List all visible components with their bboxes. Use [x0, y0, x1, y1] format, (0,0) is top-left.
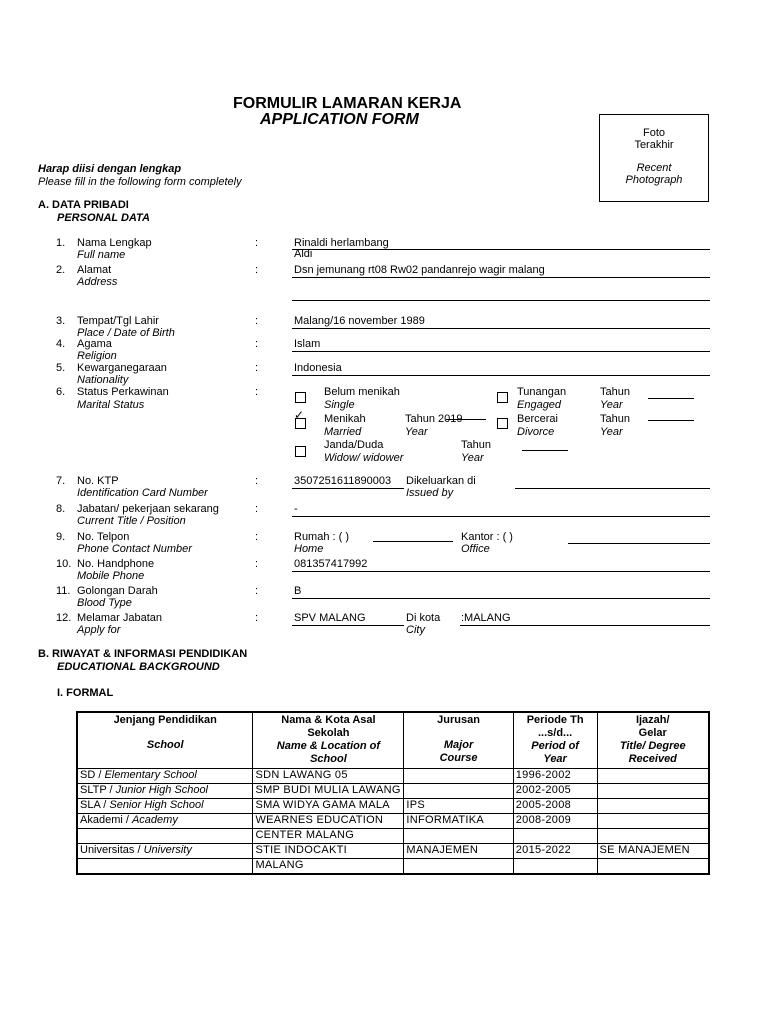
- header-major: [404, 712, 513, 769]
- divorce-checkbox[interactable]: [497, 418, 508, 429]
- underline: [292, 516, 710, 517]
- field-label-en: Full name: [77, 249, 126, 261]
- cell-school[interactable]: CENTER MALANG: [253, 829, 404, 844]
- field-label-en: Phone Contact Number: [77, 543, 192, 555]
- cell-period[interactable]: [513, 859, 597, 875]
- city-label: Di kota: [406, 612, 441, 624]
- field-label-en: Apply for: [77, 624, 121, 636]
- office-phone-input[interactable]: [568, 543, 710, 544]
- cell-level[interactable]: [77, 814, 253, 829]
- field-label-en: Mobile Phone: [77, 570, 145, 582]
- colon: :: [255, 585, 259, 597]
- header-label: Jurusan: [437, 714, 480, 726]
- form-title: FORMULIR LAMARAN KERJA: [233, 95, 462, 112]
- mobile-value[interactable]: 081357417992: [294, 558, 368, 570]
- check-mark-icon: ✓: [294, 408, 305, 422]
- separator: /: [134, 844, 144, 856]
- cell-period[interactable]: 2002-2005: [513, 784, 597, 799]
- level-label-en: Academy: [131, 814, 178, 826]
- photo-label: Terakhir: [634, 139, 674, 151]
- cell-degree[interactable]: SE MANAJEMEN: [597, 844, 709, 859]
- widow-label-en: Widow/ widower: [324, 452, 404, 464]
- issued-label-en: Issued by: [406, 487, 454, 499]
- table-row: [77, 844, 709, 859]
- field-label-en: Marital Status: [77, 399, 145, 411]
- separator: /: [122, 814, 132, 826]
- field-label-en: Current Title / Position: [77, 515, 186, 527]
- field-number: 10.: [56, 558, 72, 570]
- underline: [292, 351, 710, 352]
- header-label-en: Title/ Degree Received: [619, 740, 686, 765]
- strike-line: [446, 419, 486, 420]
- underline: [460, 625, 710, 626]
- apply-position-value[interactable]: SPV MALANG: [294, 612, 366, 624]
- colon: :: [255, 558, 259, 570]
- cell-level[interactable]: [77, 829, 253, 844]
- year-label-en: Year: [461, 452, 484, 464]
- field-label: Nama Lengkap: [77, 237, 152, 249]
- section-a-label-en: PERSONAL DATA: [57, 212, 150, 224]
- cell-level[interactable]: [77, 859, 253, 875]
- cell-degree[interactable]: [597, 784, 709, 799]
- field-label-en: Religion: [77, 350, 117, 362]
- level-label: Universitas: [80, 844, 135, 856]
- level-label-en: Junior High School: [115, 784, 209, 796]
- section-a-label: A. DATA PRIBADI: [38, 199, 129, 211]
- city-value[interactable]: :MALANG: [461, 612, 511, 624]
- cell-school[interactable]: SDN LAWANG 05: [253, 769, 404, 784]
- form-subtitle: APPLICATION FORM: [260, 111, 419, 128]
- field-label: Tempat/Tgl Lahir: [77, 315, 159, 327]
- field-label: Agama: [77, 338, 112, 350]
- year-label: Tahun: [600, 386, 630, 398]
- table-row: [77, 829, 709, 844]
- colon: :: [255, 612, 259, 624]
- cell-degree[interactable]: [597, 769, 709, 784]
- field-label: No. KTP: [77, 475, 119, 487]
- separator: /: [106, 784, 116, 796]
- birth-value[interactable]: Malang/16 november 1989: [294, 315, 425, 327]
- level-label-en: University: [143, 844, 192, 856]
- field-number: 11.: [56, 585, 71, 597]
- section-b-label: B. RIWAYAT & INFORMASI PENDIDIKAN: [38, 648, 248, 660]
- blood-type-value[interactable]: B: [294, 585, 302, 597]
- home-phone-input[interactable]: [373, 541, 453, 542]
- table-row: [77, 859, 709, 875]
- formal-label: I. FORMAL: [57, 687, 114, 699]
- separator: /: [100, 799, 110, 811]
- home-phone-label: Rumah : ( ): [294, 531, 350, 543]
- header-label: Periode Th ...s/d...: [526, 714, 584, 739]
- cell-school[interactable]: WEARNES EDUCATION: [253, 814, 404, 829]
- issued-label: Dikeluarkan di: [406, 475, 476, 487]
- cell-period[interactable]: 1996-2002: [513, 769, 597, 784]
- field-label-en: Identification Card Number: [77, 487, 208, 499]
- field-label-en: Place / Date of Birth: [77, 327, 175, 339]
- separator: /: [95, 769, 105, 781]
- header-degree: [597, 712, 709, 769]
- single-label: Belum menikah: [324, 386, 400, 398]
- table-header-row: [77, 712, 709, 769]
- cell-period[interactable]: 2005-2008: [513, 799, 597, 814]
- table-row: [77, 814, 709, 829]
- field-label: Status Perkawinan: [77, 386, 169, 398]
- office-phone-label: Kantor : ( ): [461, 531, 513, 543]
- year-label: Tahun: [600, 413, 630, 425]
- married-year-label: Tahun 2019: [405, 413, 463, 425]
- cell-level[interactable]: [77, 769, 253, 784]
- widow-year-line[interactable]: [522, 450, 568, 451]
- divorce-label: Bercerai: [517, 413, 558, 425]
- photo-label: Recent: [636, 162, 672, 174]
- colon: :: [255, 531, 259, 543]
- level-label: Akademi: [80, 814, 123, 826]
- ktp-value[interactable]: 3507251611890003: [294, 475, 392, 487]
- engaged-label: Tunangan: [517, 386, 567, 398]
- level-label: SLA: [80, 799, 101, 811]
- divorce-label-en: Divorce: [517, 426, 555, 438]
- level-label: SD: [80, 769, 96, 781]
- header-school-name: [253, 712, 404, 769]
- instruction-id: Harap diisi dengan lengkap: [38, 163, 182, 175]
- cell-level[interactable]: [77, 844, 253, 859]
- underline: [292, 249, 710, 250]
- married-label-en: Married: [324, 426, 362, 438]
- city-label-en: City: [406, 624, 425, 636]
- table-row: [77, 799, 709, 814]
- underline: [292, 598, 710, 599]
- level-label-en: Elementary School: [104, 769, 197, 781]
- single-checkbox[interactable]: [295, 392, 306, 403]
- field-number: 7.: [56, 475, 66, 487]
- year-label-en: Year: [600, 399, 623, 411]
- colon: :: [255, 386, 259, 398]
- header-label-en: Name & Location of School: [276, 740, 381, 765]
- full-name-value[interactable]: Rinaldi herlambang: [294, 237, 389, 249]
- field-label-en: Blood Type: [77, 597, 132, 609]
- field-label: Kewarganegaraan: [77, 362, 167, 374]
- cell-school[interactable]: STIE INDOCAKTI: [253, 844, 404, 859]
- underline: [292, 328, 710, 329]
- field-number: 8.: [56, 503, 66, 515]
- year-label: Tahun: [461, 439, 491, 451]
- cell-period[interactable]: 2008-2009: [513, 814, 597, 829]
- field-label: Golongan Darah: [77, 585, 158, 597]
- cell-major[interactable]: [404, 784, 513, 799]
- colon: :: [255, 362, 259, 374]
- header-label-en: School: [146, 739, 184, 751]
- cell-degree[interactable]: [597, 829, 709, 844]
- cell-degree[interactable]: [597, 799, 709, 814]
- single-label-en: Single: [324, 399, 355, 411]
- header-label-en: Period of Year: [531, 740, 579, 765]
- colon: :: [255, 237, 259, 249]
- header-label: Nama & Kota Asal Sekolah: [281, 714, 376, 739]
- issued-input-line[interactable]: [515, 488, 710, 489]
- field-label: No. Handphone: [77, 558, 155, 570]
- section-b-label-en: EDUCATIONAL BACKGROUND: [57, 661, 220, 673]
- field-number: 2.: [56, 264, 66, 276]
- field-number: 5.: [56, 362, 66, 374]
- divorce-year-line[interactable]: [648, 420, 694, 421]
- cell-period[interactable]: [513, 829, 597, 844]
- field-label: Jabatan/ pekerjaan sekarang: [77, 503, 219, 515]
- cell-school[interactable]: SMP BUDI MULIA LAWANG: [253, 784, 404, 799]
- office-phone-label-en: Office: [461, 543, 490, 555]
- field-number: 4.: [56, 338, 66, 350]
- nationality-value[interactable]: Indonesia: [294, 362, 342, 374]
- field-number: 1.: [56, 237, 66, 249]
- cell-level[interactable]: [77, 784, 253, 799]
- home-phone-label-en: Home: [294, 543, 324, 555]
- photo-label: Photograph: [625, 174, 683, 186]
- header-label-en: Major Course: [439, 739, 478, 764]
- cell-major[interactable]: [404, 859, 513, 875]
- underline: [292, 300, 710, 301]
- married-label: Menikah: [324, 413, 366, 425]
- cell-major[interactable]: [404, 829, 513, 844]
- field-number: 3.: [56, 315, 66, 327]
- position-value[interactable]: -: [294, 503, 298, 515]
- widow-checkbox[interactable]: [295, 446, 306, 457]
- underline: [292, 625, 404, 626]
- year-label-en: Year: [405, 426, 428, 438]
- nickname-value[interactable]: Aldi: [294, 248, 313, 260]
- underline: [292, 488, 404, 489]
- header-period: [513, 712, 597, 769]
- cell-major[interactable]: [404, 769, 513, 784]
- cell-major[interactable]: MANAJEMEN: [404, 844, 513, 859]
- widow-label: Janda/Duda: [324, 439, 384, 451]
- engaged-checkbox[interactable]: [497, 392, 508, 403]
- photo-box: [599, 114, 709, 202]
- cell-period[interactable]: 2015-2022: [513, 844, 597, 859]
- cell-major[interactable]: IPS: [404, 799, 513, 814]
- level-label-en: Senior High School: [109, 799, 204, 811]
- religion-value[interactable]: Islam: [294, 338, 321, 350]
- cell-school[interactable]: MALANG: [253, 859, 404, 875]
- table-row: [77, 784, 709, 799]
- underline: [292, 571, 710, 572]
- header-school: [77, 712, 253, 769]
- year-label-en: Year: [600, 426, 623, 438]
- colon: :: [255, 503, 259, 515]
- field-number: 12.: [56, 612, 72, 624]
- field-label: Melamar Jabatan: [77, 612, 162, 624]
- colon: :: [255, 475, 259, 487]
- engaged-label-en: Engaged: [517, 399, 562, 411]
- photo-label: Foto: [642, 127, 665, 139]
- level-label: SLTP: [80, 784, 107, 796]
- header-label: Jenjang Pendidikan: [113, 714, 217, 726]
- instruction-en: Please fill in the following form completely: [38, 176, 242, 188]
- colon: :: [255, 315, 259, 327]
- field-number: 9.: [56, 531, 66, 543]
- underline: [292, 277, 710, 278]
- cell-school[interactable]: SMA WIDYA GAMA MALA: [253, 799, 404, 814]
- field-label: No. Telpon: [77, 531, 130, 543]
- cell-major[interactable]: INFORMATIKA: [404, 814, 513, 829]
- underline: [292, 375, 710, 376]
- field-label-en: Nationality: [77, 374, 129, 386]
- colon: :: [255, 264, 259, 276]
- cell-level[interactable]: [77, 799, 253, 814]
- field-number: 6.: [56, 386, 66, 398]
- field-label: Alamat: [77, 264, 112, 276]
- header-label: Ijazah/ Gelar: [635, 714, 670, 739]
- colon: :: [255, 338, 259, 350]
- engaged-year-line[interactable]: [648, 398, 694, 399]
- cell-degree[interactable]: [597, 814, 709, 829]
- field-label-en: Address: [77, 276, 118, 288]
- address-value[interactable]: Dsn jemunang rt08 Rw02 pandanrejo wagir malang: [294, 264, 545, 276]
- table-row: [77, 769, 709, 784]
- cell-degree[interactable]: [597, 859, 709, 875]
- education-table: [76, 711, 710, 875]
